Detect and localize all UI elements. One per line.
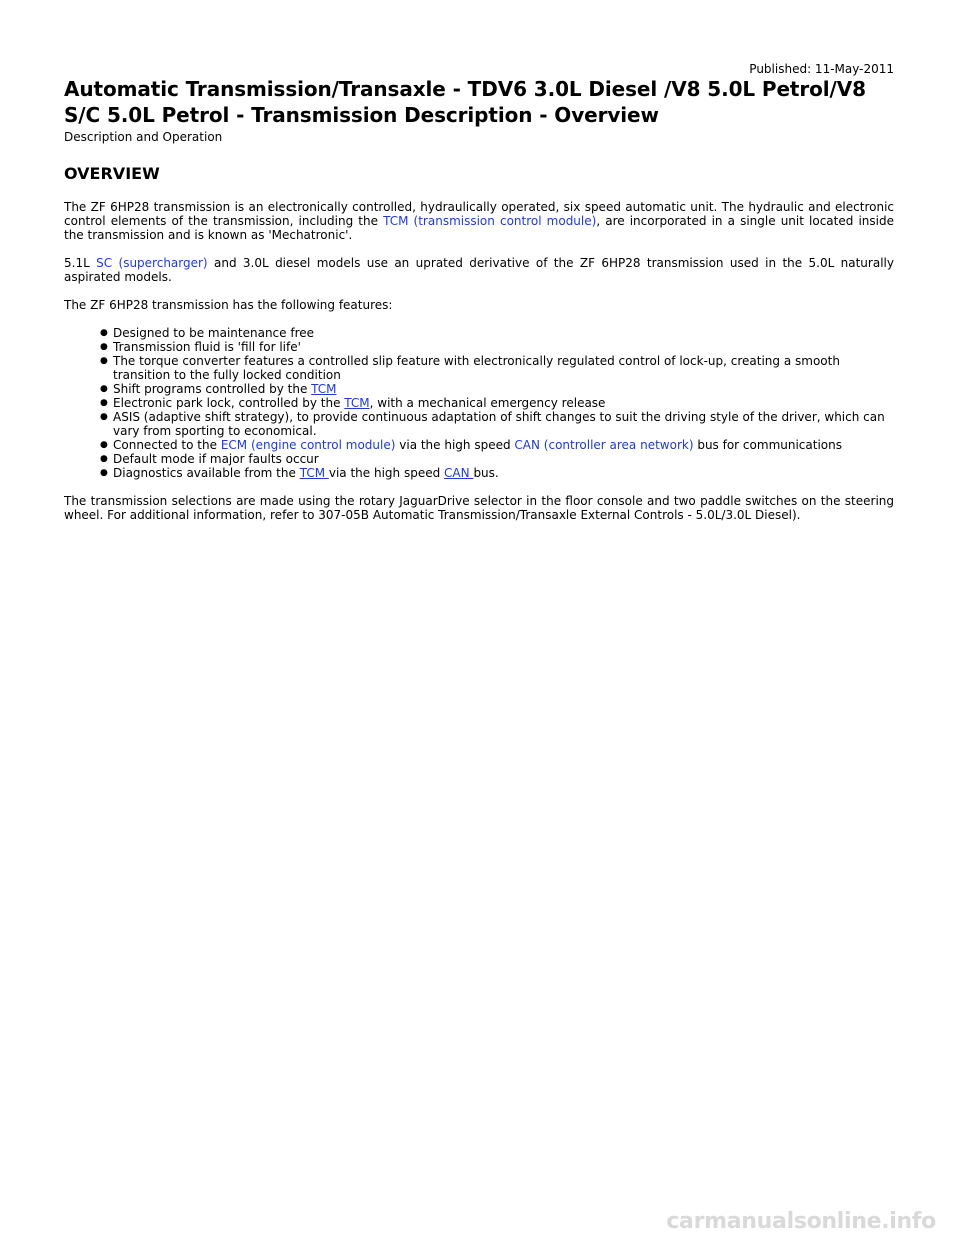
list-item-text: Shift programs controlled by the [113, 382, 312, 396]
term-tcm[interactable]: TCM (transmission control module) [383, 214, 597, 228]
link-can[interactable]: CAN [444, 466, 470, 480]
document-page [64, 62, 894, 536]
list-item-text: , with a mechanical emergency release [369, 396, 606, 410]
list-item [113, 382, 894, 396]
list-item: ● The torque converter features a controlled slip feature with electronically regulated control of lock-up, creating a smooth transition to the fully locked condition [113, 354, 894, 382]
term-ecm[interactable]: ECM (engine control module) [220, 438, 396, 452]
term-sc[interactable]: SC (supercharger) [96, 256, 208, 270]
list-item: ● Default mode if major faults occur [113, 452, 894, 466]
link-tcm[interactable]: TCM [344, 396, 370, 410]
paragraph-text: The ZF 6HP28 transmission is an electronically controlled, hydraulically operated, six speed automatic unit. The hydraulic and electronic control elements of the transmission, including the [64, 200, 894, 228]
page-title: Automatic Transmission/Transaxle - TDV6 3.0L Diesel /V8 5.0L Petrol/V8 S/C 5.0L Petrol - Transmission Description - Overview [64, 77, 866, 127]
term-can[interactable]: CAN (controller area network) [514, 438, 694, 452]
paragraph-intro [64, 200, 894, 242]
paragraph-derivative [64, 256, 894, 284]
list-item-text: bus for communications [693, 438, 842, 452]
list-item [113, 466, 894, 480]
section-heading-overview: OVERVIEW [64, 164, 160, 183]
list-item-text: via the high speed [395, 438, 515, 452]
paragraph-text: 5.1L [64, 256, 97, 270]
list-item-text: Electronic park lock, controlled by the [113, 396, 345, 410]
list-item: ● Transmission fluid is 'fill for life' [113, 340, 894, 354]
list-item-text: bus. [473, 466, 499, 480]
list-item [113, 438, 894, 452]
list-item: ● Designed to be maintenance free [113, 326, 894, 340]
list-item [113, 396, 894, 410]
list-item: ● ASIS (adaptive shift strategy), to provide continuous adaptation of shift changes to suit the driving style of the driver, which can vary from sporting to economical. [113, 410, 894, 438]
paragraph-selections: The transmission selections are made using the rotary JaguarDrive selector in the floor console and two paddle switches on the steering wheel. For additional information, refer to 307-05B Automatic Transmission/Transaxle External Controls - 5.0L/3.0L Diesel). [64, 494, 894, 522]
list-item-text: Connected to the [113, 438, 221, 452]
published-date: Published: 11-May-2011 [749, 62, 894, 76]
link-tcm[interactable]: TCM [311, 382, 337, 396]
paragraph-features-intro: The ZF 6HP28 transmission has the following features: [64, 298, 393, 312]
page-subtitle: Description and Operation [64, 130, 223, 144]
paragraph-text: and 3.0L diesel models use an uprated derivative of the ZF 6HP28 transmission used in the 5.0L naturally aspirated models. [64, 256, 894, 284]
link-tcm[interactable]: TCM [299, 466, 326, 480]
watermark-logo: carmanualsonline.info [666, 1209, 936, 1234]
list-item-text: Diagnostics available from the [113, 466, 300, 480]
list-item-text: via the high speed [328, 466, 445, 480]
paragraph-text: , are incorporated in a single unit located inside the transmission and is known as 'Mechatronic'. [64, 214, 894, 242]
feature-list [64, 326, 894, 480]
